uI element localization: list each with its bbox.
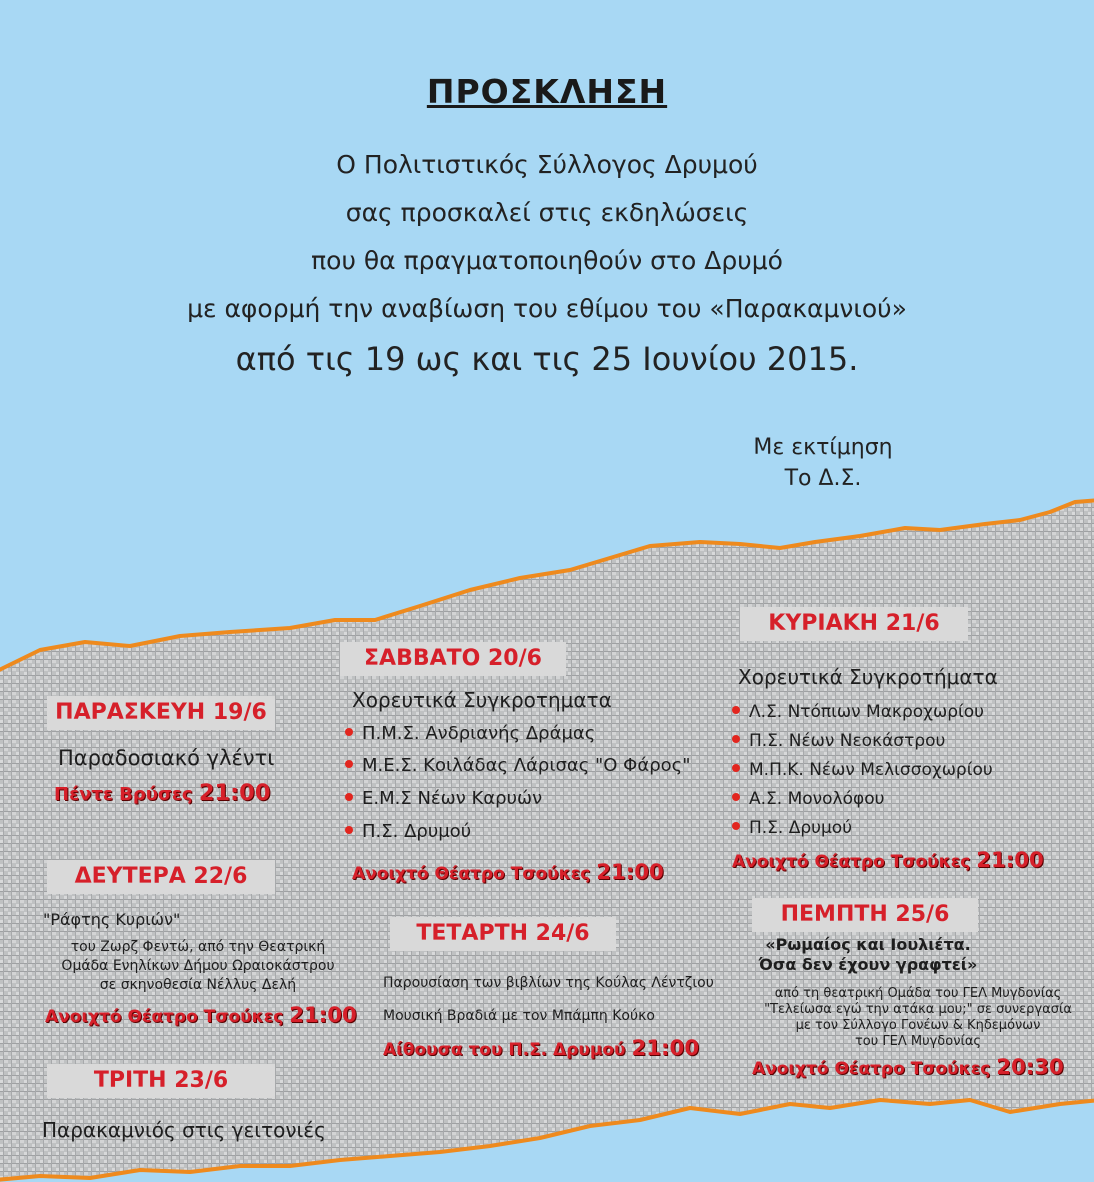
monday-desc-line-3: σε σκηνοθεσία Νέλλυς Δελή: [99, 977, 297, 993]
bullet-icon: [732, 706, 740, 714]
friday-venue-time: [54, 780, 271, 806]
wednesday-item-2: Μουσική Βραδιά με τον Μπάμπη Κούκο: [383, 1008, 655, 1024]
saturday-group-1: Π.Μ.Σ. Ανδριανής Δράμας: [345, 719, 691, 749]
invitation-title: ΠΡΟΣΚΛΗΣΗ: [426, 72, 668, 111]
tuesday-day-header: ΤΡΙΤΗ 23/6: [47, 1064, 275, 1098]
bullet-icon: [345, 728, 353, 736]
tuesday-title: Παρακαμνιός στις γειτονιές: [42, 1118, 326, 1142]
saturday-group-4: Π.Σ. Δρυμού: [345, 817, 691, 847]
friday-day-header: ΠΑΡΑΣΚΕΥΗ 19/6: [47, 696, 275, 730]
monday-day-header: ΔΕΥΤΕΡΑ 22/6: [47, 860, 275, 894]
thursday-day-header: ΠΕΜΠΤΗ 25/6: [752, 898, 978, 932]
bullet-icon: [732, 793, 740, 801]
friday-venue: Πέντε Βρύσες: [54, 784, 193, 805]
wednesday-item-1: Παρουσίαση των βιβλίων της Κούλας Λέντζιου: [383, 975, 714, 991]
thursday-title-line-1: «Ρωμαίος και Ιουλιέτα.: [765, 935, 971, 954]
wednesday-day-header: ΤΕΤΑΡΤΗ 24/6: [390, 917, 616, 951]
saturday-groups: [345, 719, 691, 847]
sunday-groups: [732, 697, 993, 843]
thursday-time: 20:30: [996, 1055, 1064, 1080]
intro-line-3: που θα πραγματοποιηθούν στο Δρυμό: [311, 246, 783, 275]
saturday-venue: Ανοιχτό Θέατρο Τσούκες: [352, 864, 591, 884]
signature-line-1: Με εκτίμηση: [753, 435, 893, 460]
saturday-day-header: ΣΑΒΒΑΤΟ 20/6: [340, 642, 566, 676]
sunday-title: Χορευτικά Συγκροτήματα: [738, 665, 998, 689]
bullet-icon: [732, 764, 740, 772]
sunday-venue: Ανοιχτό Θέατρο Τσούκες: [732, 852, 971, 872]
saturday-group-2: Μ.Ε.Σ. Κοιλάδας Λάρισας "Ο Φάρος": [345, 751, 691, 781]
intro-line-4: με αφορμή την αναβίωση του εθίμου του «Παρακαμνιού»: [187, 294, 907, 323]
thursday-desc-line-1: από τη θεατρική Ομάδα του ΓΕΛ Μυγδονίας: [774, 986, 1062, 1001]
bullet-icon: [345, 760, 353, 768]
wednesday-time: 21:00: [631, 1036, 700, 1061]
sunday-day-header: ΚΥΡΙΑΚΗ 21/6: [740, 607, 968, 641]
bullet-icon: [732, 735, 740, 743]
friday-time: 21:00: [198, 780, 271, 806]
saturday-time: 21:00: [596, 860, 664, 885]
sunday-group-5: Π.Σ. Δρυμού: [732, 813, 993, 843]
saturday-venue-time: [352, 860, 664, 885]
monday-description: [38, 938, 358, 995]
monday-venue-time: [45, 1003, 357, 1028]
monday-desc-line-1: του Ζωρζ Φεντώ, από την Θεατρική: [70, 939, 326, 955]
saturday-title: Χορευτικά Συγκροτηματα: [352, 688, 612, 712]
monday-title: "Ράφτης Κυριών": [43, 910, 181, 929]
bullet-icon: [345, 826, 353, 834]
event-dates: από τις 19 ως και τις 25 Ιουνίου 2015.: [235, 340, 859, 378]
sunday-venue-time: [732, 848, 1044, 873]
bullet-icon: [345, 793, 353, 801]
sunday-group-4: Α.Σ. Μονολόφου: [732, 784, 993, 814]
sunday-group-1: Λ.Σ. Ντόπιων Μακροχωρίου: [732, 697, 993, 727]
intro-line-2: σας προσκαλεί στις εκδηλώσεις: [345, 198, 749, 227]
intro-line-1: Ο Πολιτιστικός Σύλλογος Δρυμού: [336, 150, 758, 179]
thursday-title-line-2: Όσα δεν έχουν γραφτεί»: [758, 955, 978, 974]
sunday-time: 21:00: [976, 848, 1044, 873]
thursday-venue: Ανοιχτό Θέατρο Τσούκες: [752, 1059, 991, 1079]
sunday-group-3: Μ.Π.Κ. Νέων Μελισσοχωρίου: [732, 755, 993, 785]
wednesday-venue: Αίθουσα του Π.Σ. Δρυμού: [383, 1040, 626, 1060]
thursday-description: [748, 986, 1088, 1050]
sunday-group-2: Π.Σ. Νέων Νεοκάστρου: [732, 726, 993, 756]
monday-time: 21:00: [289, 1003, 357, 1028]
saturday-group-3: Ε.Μ.Σ Νέων Καρυών: [345, 784, 691, 814]
thursday-desc-line-4: του ΓΕΛ Μυγδονίας: [854, 1034, 982, 1049]
thursday-desc-line-3: με τον Σύλλογο Γονέων & Κηδεμόνων: [795, 1018, 1041, 1033]
bullet-icon: [732, 822, 740, 830]
monday-desc-line-2: Ομάδα Ενηλίκων Δήμου Ωραιοκάστρου: [61, 958, 335, 974]
wednesday-venue-time: [383, 1036, 699, 1061]
thursday-title: [748, 935, 988, 975]
friday-title: Παραδοσιακό γλέντι: [58, 746, 275, 770]
thursday-desc-line-2: "Τελείωσα εγώ την ατάκα μου;" σε συνεργασία: [764, 1002, 1072, 1017]
signature-line-2: Το Δ.Σ.: [784, 466, 862, 491]
monday-venue: Ανοιχτό Θέατρο Τσούκες: [45, 1007, 284, 1027]
thursday-venue-time: [752, 1055, 1064, 1080]
